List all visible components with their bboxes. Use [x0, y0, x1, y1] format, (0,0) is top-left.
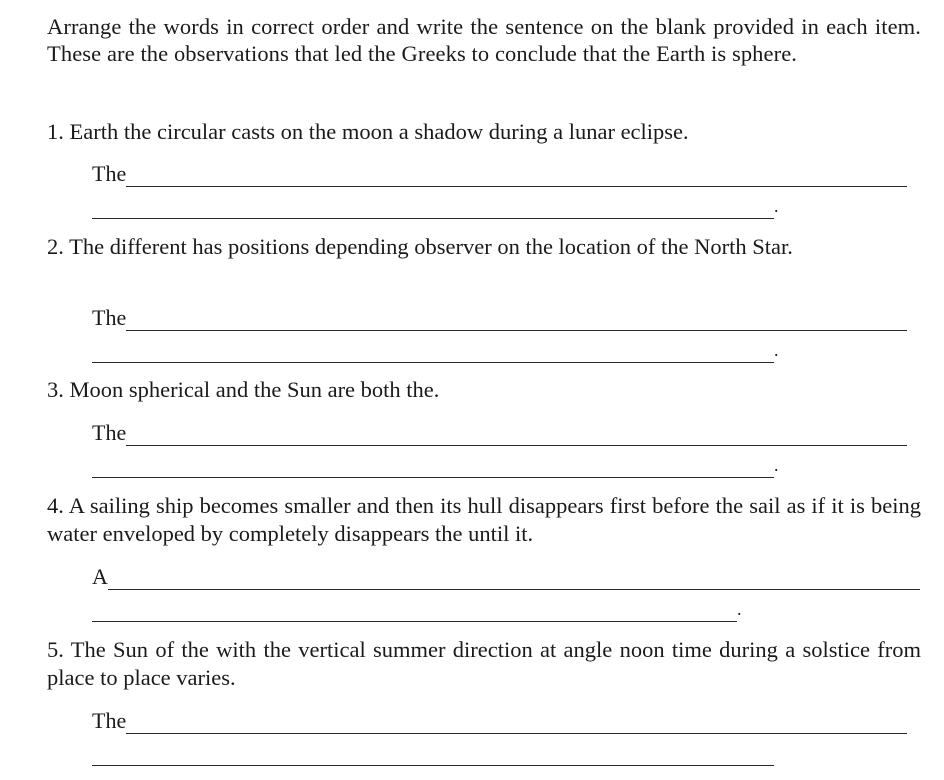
item-2 [47, 233, 921, 360]
item-3 [47, 376, 921, 475]
answer-blank-4a[interactable] [108, 569, 920, 590]
answer-blank-5b[interactable] [92, 745, 774, 766]
answer-line-5a [92, 708, 907, 734]
answer-starter-2: The [92, 305, 127, 330]
instructions-text: Arrange the words in correct order and write the sentence on the blank provided in each item. These are the observations that led the Greeks to conclude that the Earth is sphere. [47, 14, 921, 66]
answer-line-2a [92, 305, 907, 331]
answer-line-4b [92, 596, 742, 622]
answer-line-1b [92, 193, 779, 219]
answer-line-2b [92, 337, 779, 363]
answer-blank-2b[interactable] [92, 342, 774, 363]
scrambled-sentence-1: 1. Earth the circular casts on the moon a shadow during a lunar eclipse. [47, 119, 689, 144]
end-period-1: . [774, 196, 779, 216]
answer-blank-3a[interactable] [126, 425, 907, 446]
answer-starter-3: The [92, 420, 127, 445]
scrambled-sentence-2: 2. The different has positions depending observer on the location of the North Star. [47, 234, 793, 259]
item-4 [47, 492, 921, 619]
end-period-3: . [774, 455, 779, 475]
answer-blank-1b[interactable] [92, 198, 774, 219]
answer-blank-4b[interactable] [92, 601, 737, 622]
answer-line-5b [92, 740, 774, 766]
answer-starter-5: The [92, 708, 127, 733]
answer-line-3a [92, 420, 907, 446]
scrambled-sentence-4: 4. A sailing ship becomes smaller and then its hull disappears first before the sail as if it is being water enveloped by completely disappears the until it. [47, 493, 921, 546]
end-period-2: . [774, 340, 779, 360]
answer-blank-1a[interactable] [126, 166, 907, 187]
answer-blank-3b[interactable] [92, 457, 774, 478]
answer-line-1a [92, 161, 907, 187]
answer-blank-2a[interactable] [126, 310, 907, 331]
end-period-4: . [737, 599, 742, 619]
item-5 [47, 636, 921, 733]
answer-blank-5a[interactable] [126, 713, 907, 734]
item-1 [47, 118, 921, 216]
answer-starter-4: A [92, 564, 108, 589]
scrambled-sentence-5: 5. The Sun of the with the vertical summer direction at angle noon time during a solstice from place to place varies. [47, 637, 921, 690]
answer-starter-1: The [92, 161, 127, 186]
scrambled-sentence-3: 3. Moon spherical and the Sun are both the. [47, 377, 440, 402]
answer-line-4a [92, 564, 920, 590]
answer-line-3b [92, 452, 779, 478]
